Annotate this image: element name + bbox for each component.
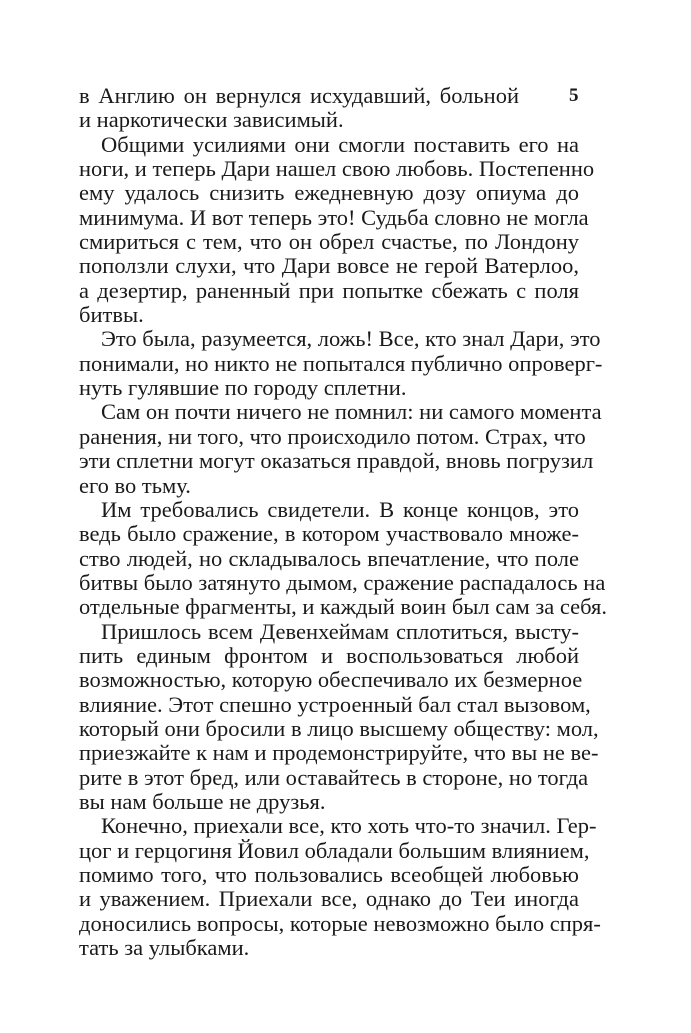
paragraph (79, 399, 602, 498)
text-line: и уважением. Приехали все, однако до Теи иногда (79, 886, 579, 912)
text-line: а дезертир, раненный при попытке сбежать с поля (79, 277, 579, 303)
text-line: нуть гулявшие по городу сплетни. (79, 375, 407, 401)
text-line: ему удалось снизить ежедневную дозу опиума до (79, 180, 579, 206)
text-line: доносились вопросы, которые невозможно было спря- (79, 910, 601, 936)
text-line: минимума. И вот теперь это! Судьба словно не могла (79, 204, 589, 230)
paragraph (79, 618, 599, 815)
text-line: Сам он почти ничего не помнил: ни самого момента (101, 399, 602, 425)
paragraph (79, 84, 579, 133)
paragraph (79, 326, 603, 401)
text-line: его во тьму. (79, 472, 191, 498)
text-line: отдельные фрагменты, и каждый воин был сам за себя. (79, 594, 607, 620)
text-line: приезжайте к нам и продемонстрируйте, что вы не ве- (79, 740, 599, 766)
text-line: битвы было затянуто дымом, сражение распадалось на (79, 569, 606, 595)
text-line: Это была, разумеется, ложь! Все, кто знал Дари, это (101, 326, 601, 352)
text-line: в Англию он вернулся исхудавший, больной (79, 83, 519, 108)
text-line: который они бросили в лицо высшему обществу: мол, (79, 715, 599, 741)
paragraph (79, 496, 607, 620)
text-line: ведь было сражение, в котором участвовало множе- (79, 521, 579, 547)
text-line: и наркотически зависимый. (79, 107, 344, 133)
paragraph (79, 813, 601, 961)
text-line: понимали, но никто не попытался публично опроверг- (79, 350, 603, 376)
text-line: Им требовались свидетели. В конце концов, это (101, 496, 579, 522)
text-line: битвы. (79, 302, 144, 328)
text-line: смириться с тем, что он обрел счастье, по Лондону (79, 229, 579, 255)
text-line: ноги, и теперь Дари нашел свою любовь. Постепенно (79, 156, 595, 182)
text-line: рите в этот бред, или оставайтесь в стороне, но тогда (79, 764, 589, 790)
text-line: тать за улыбками. (79, 935, 250, 961)
page-number: 5 (569, 85, 579, 106)
text-line: ранения, ни того, что происходило потом. Страх, что (79, 423, 586, 449)
text-line: Общими усилиями они смогли поставить его на (101, 131, 579, 157)
text-line: Пришлось всем Девенхеймам сплотиться, высту- (101, 618, 579, 644)
paragraph (79, 131, 595, 328)
text-line: влияние. Этот спешно устроенный бал стал вызовом, (79, 691, 591, 717)
text-line: вы нам больше не друзья. (79, 788, 326, 814)
text-line: эти сплетни могут оказаться правдой, вновь погрузил (79, 448, 594, 474)
text-line: возможностью, которую обеспечивало их безмерное (79, 667, 583, 693)
text-line: поползли слухи, что Дари вовсе не герой Ватерлоо, (79, 253, 579, 279)
text-line: Конечно, приехали все, кто хоть что-то значил. Гер- (101, 813, 597, 839)
text-line: цог и герцогиня Йовил обладали большим влиянием, (79, 837, 590, 863)
text-line: ство людей, но складывалось впечатление, что поле (79, 545, 579, 571)
text-line: пить единым фронтом и воспользоваться любой (79, 642, 579, 668)
text-line: помимо того, что пользовались всеобщей любовью (79, 862, 579, 887)
text-body (79, 83, 607, 961)
